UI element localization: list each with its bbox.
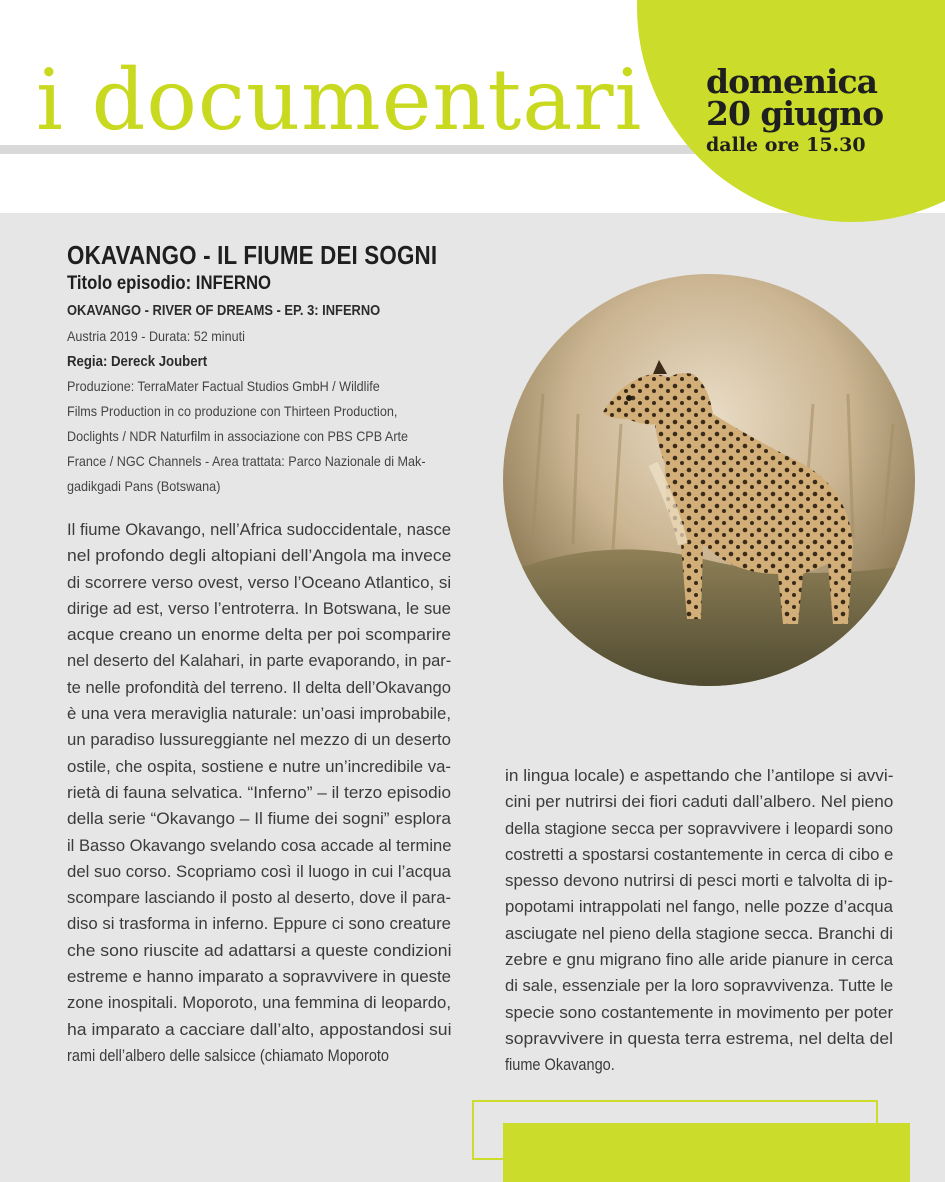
body-line: il Basso Okavango svelando cosa accade al termine [67,836,452,855]
country-duration: Austria 2019 - Durata: 52 minuti [67,328,245,344]
body-line: cini per nutrirsi dei fiori caduti dall’albero. Nel pieno [505,793,894,812]
body-line: rietà di fauna selvatica. “Inferno” – il terzo episodio [67,783,451,802]
date-time: dalle ore 15.30 [706,134,866,156]
date-day: domenica [706,62,878,101]
date-block [706,62,906,158]
body-text-left [67,517,451,1069]
production-line: Doclights / NDR Naturfilm in associazione con PBS CPB Arte [67,428,409,444]
episode-title: Titolo episodio: INFERNO [67,273,272,294]
right-column [505,763,893,1079]
body-line: è una vera meraviglia naturale: un’oasi improbabile, [67,705,452,724]
body-line: sopravvivere in questa terra estrema, nel delta del [505,1029,893,1048]
body-line: della serie “Okavango – Il fiume dei sogni” esplora [67,810,451,829]
body-line: scompare lasciando il posto al deserto, dove il para- [67,889,451,908]
production-credits [67,374,451,499]
body-line: del suo corso. Scopriamo così il luogo in cui l’acqua [67,862,452,881]
body-line: popotami intrappolati nel fango, nelle pozze d’acqua [505,898,893,917]
body-line: della stagione secca per sopravvivere i leopardi sono [505,819,893,838]
body-line: te nelle profondità del terreno. Il delta dell’Okavango [67,678,451,697]
body-line: acque creano un enorme delta per poi scomparire [67,626,452,645]
body-line: di scorrere verso ovest, verso l’Oceano Atlantico, si [67,573,452,592]
body-line: ostile, che ospita, sostiene e nutre un’incredibile va- [67,757,452,776]
body-line: nel profondo degli altopiani dell’Angola ma invece [67,547,452,566]
body-line: specie sono costantemente in movimento per poter [505,1003,894,1022]
production-line: France / NGC Channels - Area trattata: Parco Nazionale di Mak- [67,453,426,469]
body-line: un paradiso lussureggiante nel mezzo di un deserto [67,731,452,750]
decorative-block [503,1123,910,1182]
body-line: diso si trasforma in inferno. Eppure ci sono creature [67,915,452,934]
left-column [67,238,451,1069]
body-line: dirige ad est, verso l’entroterra. In Botswana, le sue [67,599,452,618]
body-line: zebre e gnu migrano fino alle aride pianure in cerca [505,951,894,970]
body-line: asciugate nel pieno della stagione secca. Branchi di [505,924,893,943]
production-line: Films Production in co produzione con Thirteen Production, [67,403,398,419]
body-line: fiume Okavango. [505,1056,615,1075]
director: Regia: Dereck Joubert [67,353,208,370]
leopard-illustration [503,274,915,686]
date-date: 20 giugno [706,94,884,133]
body-line: Il fiume Okavango, nell’Africa sudoccidentale, nasce [67,521,451,539]
body-line: costretti a spostarsi costantemente in cerca di cibo e [505,845,894,864]
film-title: OKAVANGO - IL FIUME DEI SOGNI [67,240,438,270]
section-title: i documentari [36,51,643,149]
body-line: rami dell’albero delle salsicce (chiamato Moporoto [67,1046,390,1065]
body-line: di sale, essenziale per la loro sopravvivenza. Tutte le [505,977,894,996]
production-line: Produzione: TerraMater Factual Studios GmbH / Wildlife [67,378,380,394]
body-line: ha imparato a cacciare dall’alto, appostandosi sui [67,1020,452,1039]
body-line: che sono riuscite ad adattarsi a queste condizioni [67,941,452,960]
body-line: estreme e hanno imparato a sopravvivere in queste [67,968,452,987]
production-line: gadikgadi Pans (Botswana) [67,478,221,494]
leopard-photo [503,274,915,686]
original-title: OKAVANGO - RIVER OF DREAMS - EP. 3: INFERNO [67,302,381,319]
body-line: nel deserto del Kalahari, in parte evaporando, in par- [67,652,452,671]
body-line: spesso devono nutrirsi di pesci morti e talvolta di ip- [505,872,893,891]
body-line: zone inospitali. Moporoto, una femmina di leopardo, [67,994,452,1013]
body-text-right [505,763,893,1079]
body-line: in lingua locale) e aspettando che l’antilope si avvi- [505,767,894,785]
